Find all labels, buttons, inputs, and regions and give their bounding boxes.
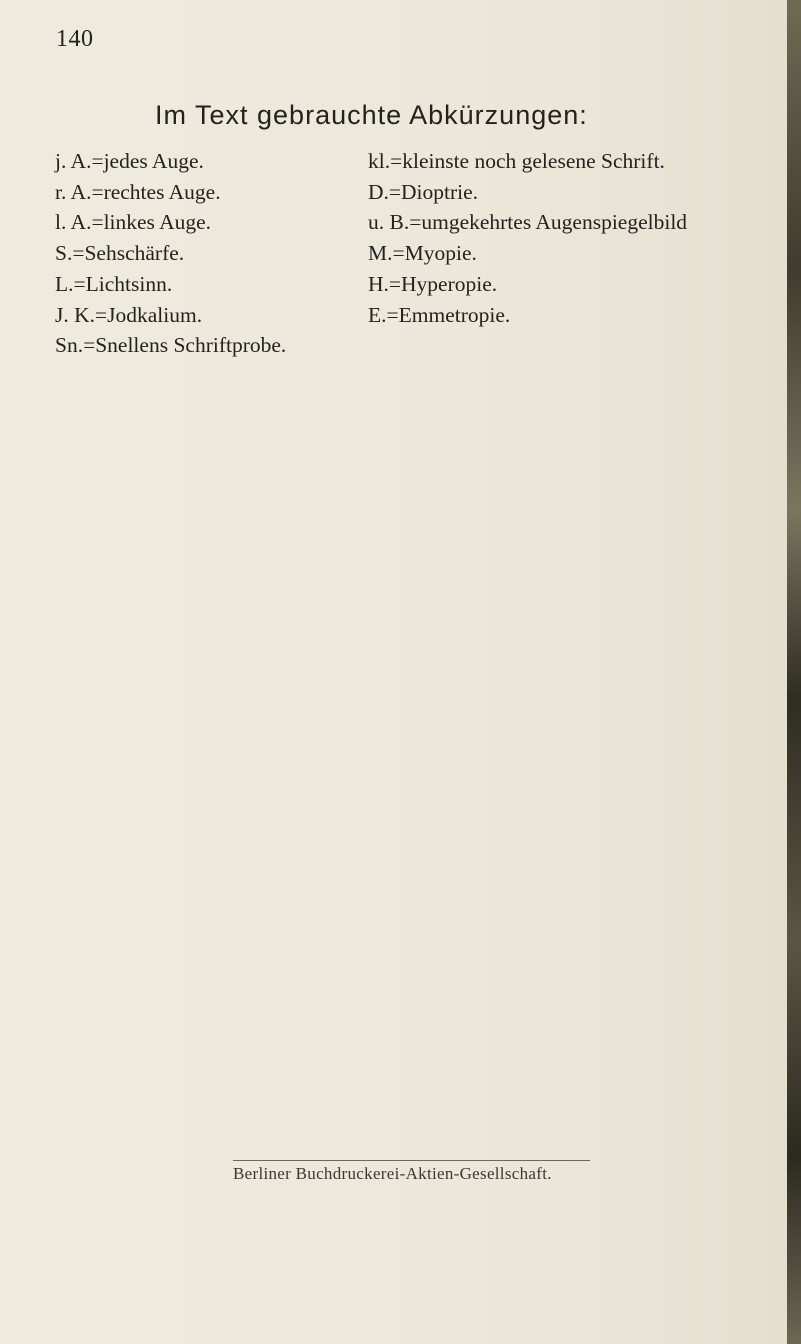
- abbreviation-entry: l. A.=linkes Auge.: [55, 210, 212, 235]
- abbreviation-entry: H.=Hyperopie.: [368, 271, 498, 296]
- abbreviation-entry: u. B.=umgekehrtes Augenspiegelbild: [368, 210, 688, 235]
- abbreviations-right-column: [368, 146, 687, 330]
- book-binding-edge: [787, 0, 801, 1344]
- abbreviations-heading: Im Text gebrauchte Abkürzungen:: [155, 100, 588, 130]
- abbreviation-entry: L.=Lichtsinn.: [55, 271, 173, 296]
- abbreviation-entry: S.=Sehschärfe.: [55, 241, 185, 266]
- page-number: 140: [56, 26, 94, 52]
- abbreviation-entry: J. K.=Jodkalium.: [55, 302, 203, 327]
- abbreviation-entry: M.=Myopie.: [368, 241, 477, 266]
- abbreviation-entry: D.=Dioptrie.: [368, 179, 479, 204]
- abbreviation-entry: r. A.=rechtes Auge.: [55, 179, 221, 204]
- abbreviation-entry: j. A.=jedes Auge.: [55, 149, 204, 173]
- printer-imprint: Berliner Buchdruckerei-Aktien-Gesellschaft.: [233, 1164, 552, 1183]
- abbreviation-entry: E.=Emmetropie.: [368, 302, 511, 327]
- footer-divider: [233, 1160, 590, 1161]
- abbreviation-entry: Sn.=Snellens Schriftprobe.: [55, 333, 287, 358]
- abbreviations-left-column: [55, 146, 286, 361]
- abbreviation-entry: kl.=kleinste noch gelesene Schrift.: [368, 149, 665, 173]
